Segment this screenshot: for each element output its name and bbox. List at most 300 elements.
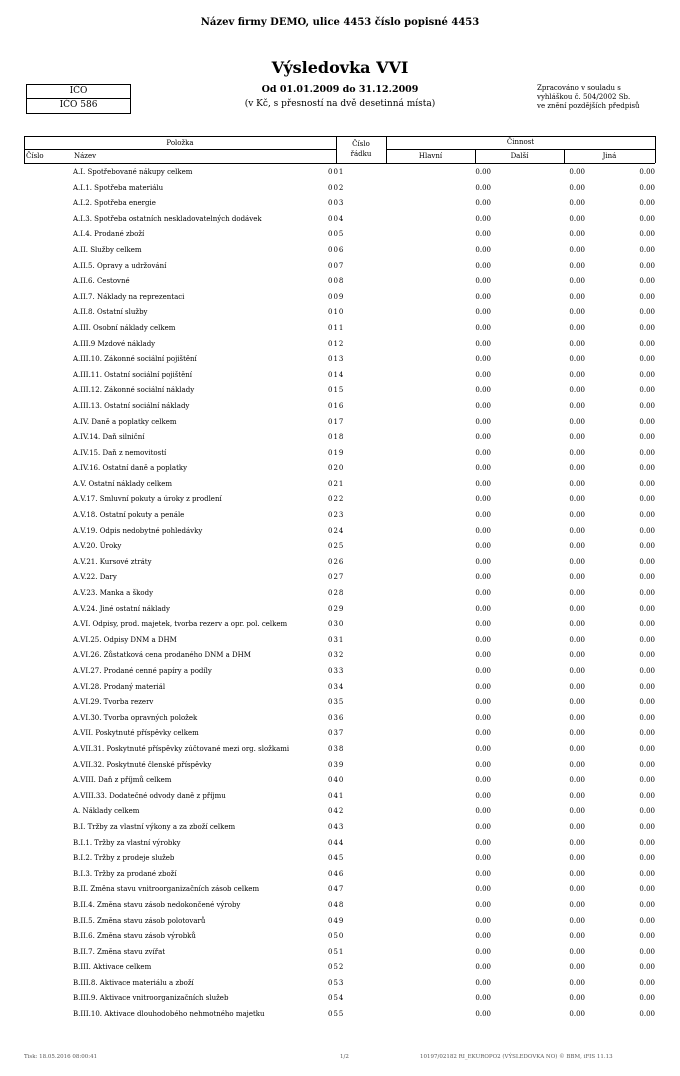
table-row (24, 991, 664, 1007)
row-name: A.VI. Odpisy, prod. majetek, tvorba rezerv a opr. pol. celkem (73, 620, 288, 629)
value-jina: 0.00 (639, 511, 655, 520)
row-number: 048 (328, 900, 345, 909)
row-number: 019 (328, 448, 345, 457)
value-jina: 0.00 (639, 495, 655, 504)
value-hlavni: 0.00 (475, 682, 491, 691)
value-dalsi: 0.00 (569, 308, 585, 317)
value-jina: 0.00 (639, 869, 655, 878)
table-row (24, 836, 664, 852)
table-row (24, 274, 664, 290)
row-name: A.VIII.33. Dodatečné odvody daně z příjmu (73, 791, 226, 800)
value-dalsi: 0.00 (569, 168, 585, 176)
row-number: 006 (328, 245, 345, 254)
row-name: A.V.17. Smluvní pokuty a úroky z prodlení (73, 495, 222, 504)
row-name: A.I.4. Prodané zboží (73, 230, 145, 239)
value-jina: 0.00 (639, 355, 655, 364)
value-dalsi: 0.00 (569, 323, 585, 332)
value-hlavni: 0.00 (475, 620, 491, 629)
row-name: B.III.9. Aktivace vnitroorganizačních služeb (73, 994, 229, 1003)
value-jina: 0.00 (639, 308, 655, 317)
value-dalsi: 0.00 (569, 994, 585, 1003)
table-row (24, 508, 664, 524)
row-number: 043 (328, 822, 345, 831)
value-jina: 0.00 (639, 978, 655, 987)
value-jina: 0.00 (639, 822, 655, 831)
value-hlavni: 0.00 (475, 511, 491, 520)
value-dalsi: 0.00 (569, 713, 585, 722)
value-hlavni: 0.00 (475, 604, 491, 613)
value-jina: 0.00 (639, 807, 655, 816)
value-hlavni: 0.00 (475, 854, 491, 863)
table-row (24, 259, 664, 275)
company-header: Název firmy DEMO, ulice 4453 číslo popisné 4453 (200, 17, 480, 28)
value-hlavni: 0.00 (475, 433, 491, 442)
row-number: 034 (328, 682, 345, 691)
table-row (24, 773, 664, 789)
value-dalsi: 0.00 (569, 448, 585, 457)
value-dalsi: 0.00 (569, 277, 585, 286)
value-dalsi: 0.00 (569, 682, 585, 691)
row-number: 049 (328, 916, 345, 925)
row-number: 007 (328, 261, 345, 270)
row-name: B.I.3. Tržby za prodané zboží (73, 869, 177, 878)
value-jina: 0.00 (639, 776, 655, 785)
row-number: 038 (328, 744, 345, 753)
value-hlavni: 0.00 (475, 199, 491, 208)
value-dalsi: 0.00 (569, 869, 585, 878)
value-dalsi: 0.00 (569, 760, 585, 769)
row-number: 014 (328, 370, 345, 379)
value-hlavni: 0.00 (475, 760, 491, 769)
row-name: A.I.2. Spotřeba energie (73, 199, 156, 208)
row-number: 008 (328, 277, 345, 286)
row-name: B.I.1. Tržby za vlastní výrobky (73, 838, 181, 847)
row-number: 015 (328, 386, 345, 395)
value-hlavni: 0.00 (475, 370, 491, 379)
value-hlavni: 0.00 (475, 667, 491, 675)
col-cislo-radku: řádku (350, 150, 372, 158)
row-number: 023 (328, 511, 345, 520)
row-name: A.III.12. Zákonné sociální náklady (73, 386, 195, 395)
value-jina: 0.00 (639, 932, 655, 941)
value-hlavni: 0.00 (475, 323, 491, 332)
value-jina: 0.00 (639, 386, 655, 395)
row-number: 013 (328, 355, 345, 364)
value-hlavni: 0.00 (475, 589, 491, 598)
value-jina: 0.00 (639, 323, 655, 332)
row-number: 051 (328, 947, 345, 956)
row-name: A.III.9 Mzdové náklady (73, 339, 156, 348)
table-row (24, 586, 664, 602)
value-jina: 0.00 (639, 620, 655, 629)
table-header (24, 136, 655, 163)
row-name: A.V.20. Úroky (73, 542, 122, 551)
note-line: vyhláškou č. 504/2002 Sb. (537, 93, 631, 101)
row-number: 009 (328, 292, 345, 301)
col-jina: Jiná (602, 152, 617, 160)
row-number: 018 (328, 433, 345, 442)
row-number: 050 (328, 932, 345, 941)
value-dalsi: 0.00 (569, 744, 585, 753)
value-jina: 0.00 (639, 168, 655, 176)
value-jina: 0.00 (639, 261, 655, 270)
row-number: 036 (328, 713, 345, 722)
value-hlavni: 0.00 (475, 807, 491, 816)
print-timestamp: Tisk: 18.05.2016 08:00:41 (24, 1054, 98, 1060)
value-dalsi: 0.00 (569, 978, 585, 987)
value-dalsi: 0.00 (569, 339, 585, 348)
table-row (24, 789, 664, 805)
table-row (24, 290, 664, 306)
row-name: A.VI.25. Odpisy DNM a DHM (73, 635, 177, 644)
table-row (24, 305, 664, 321)
table-row (24, 555, 664, 571)
value-hlavni: 0.00 (475, 900, 491, 909)
value-dalsi: 0.00 (569, 261, 585, 270)
value-jina: 0.00 (639, 698, 655, 707)
value-dalsi: 0.00 (569, 1010, 585, 1019)
row-number: 029 (328, 604, 345, 613)
table-row (24, 337, 664, 353)
row-number: 012 (328, 339, 345, 348)
row-number: 021 (328, 479, 345, 488)
value-dalsi: 0.00 (569, 807, 585, 816)
row-number: 037 (328, 729, 345, 738)
value-hlavni: 0.00 (475, 729, 491, 738)
value-hlavni: 0.00 (475, 292, 491, 301)
row-number: 044 (328, 838, 345, 847)
value-jina: 0.00 (639, 573, 655, 582)
value-jina: 0.00 (639, 885, 655, 894)
row-name: A.V.21. Kursové ztráty (73, 557, 152, 566)
value-hlavni: 0.00 (475, 947, 491, 956)
value-hlavni: 0.00 (475, 713, 491, 722)
row-number: 039 (328, 760, 345, 769)
value-hlavni: 0.00 (475, 479, 491, 488)
value-hlavni: 0.00 (475, 464, 491, 473)
value-jina: 0.00 (639, 230, 655, 239)
value-jina: 0.00 (639, 729, 655, 738)
value-dalsi: 0.00 (569, 667, 585, 675)
value-dalsi: 0.00 (569, 885, 585, 894)
value-hlavni: 0.00 (475, 386, 491, 395)
row-name: A. Náklady celkem (73, 807, 140, 816)
value-hlavni: 0.00 (475, 698, 491, 707)
value-dalsi: 0.00 (569, 698, 585, 707)
value-dalsi: 0.00 (569, 620, 585, 629)
row-number: 027 (328, 573, 345, 582)
row-number: 035 (328, 698, 345, 707)
value-dalsi: 0.00 (569, 822, 585, 831)
row-name: B.II.6. Změna stavu zásob výrobků (73, 932, 196, 941)
table-row (24, 711, 664, 727)
table-row (24, 446, 664, 462)
value-hlavni: 0.00 (475, 916, 491, 925)
value-hlavni: 0.00 (475, 822, 491, 831)
value-jina: 0.00 (639, 401, 655, 410)
table-row (24, 415, 664, 431)
table-row (24, 227, 664, 243)
value-hlavni: 0.00 (475, 869, 491, 878)
value-hlavni: 0.00 (475, 339, 491, 348)
value-jina: 0.00 (639, 604, 655, 613)
value-dalsi: 0.00 (569, 355, 585, 364)
row-number: 016 (328, 401, 345, 410)
value-jina: 0.00 (639, 900, 655, 909)
col-polozka: Položka (166, 139, 194, 147)
table-row (24, 368, 664, 384)
report-period: Od 01.01.2009 do 31.12.2009 (261, 84, 419, 95)
value-dalsi: 0.00 (569, 854, 585, 863)
row-number: 003 (328, 199, 345, 208)
value-hlavni: 0.00 (475, 542, 491, 551)
row-name: A.III.10. Zákonné sociální pojištění (73, 355, 197, 364)
row-name: A.VIII. Daň z příjmů celkem (73, 776, 172, 785)
value-jina: 0.00 (639, 479, 655, 488)
row-number: 024 (328, 526, 345, 535)
value-hlavni: 0.00 (475, 526, 491, 535)
value-jina: 0.00 (639, 542, 655, 551)
row-number: 052 (328, 963, 345, 972)
value-dalsi: 0.00 (569, 479, 585, 488)
table-row (24, 648, 664, 664)
value-dalsi: 0.00 (569, 838, 585, 847)
report-title: Výsledovka VVI (271, 58, 409, 77)
row-number: 001 (328, 168, 345, 176)
row-name: B.III. Aktivace celkem (73, 963, 152, 972)
row-number: 004 (328, 214, 345, 223)
value-jina: 0.00 (639, 635, 655, 644)
row-number: 033 (328, 667, 345, 675)
row-number: 010 (328, 308, 345, 317)
table-row (24, 461, 664, 477)
table-row (24, 976, 664, 992)
row-name: A.V.18. Ostatní pokuty a penále (73, 511, 185, 520)
ico-label: IČO (69, 86, 88, 96)
table-row (24, 1007, 664, 1023)
row-number: 053 (328, 978, 345, 987)
value-jina: 0.00 (639, 854, 655, 863)
table-row (24, 695, 664, 711)
row-number: 045 (328, 854, 345, 863)
table-row (24, 742, 664, 758)
value-hlavni: 0.00 (475, 277, 491, 286)
precision-note: (v Kč, s přesností na dvě desetinná místa) (244, 99, 436, 109)
value-dalsi: 0.00 (569, 511, 585, 520)
value-jina: 0.00 (639, 245, 655, 254)
table-row (24, 914, 664, 930)
value-dalsi: 0.00 (569, 245, 585, 254)
col-cislo-radku: Číslo (352, 140, 370, 148)
table-row (24, 383, 664, 399)
value-dalsi: 0.00 (569, 963, 585, 972)
software-info: 10197/02182 RI_EKUROPO2 (VÝSLEDOVKA NO) © BBM, iFIS 11.13 (420, 1054, 613, 1060)
row-name: A.I.3. Spotřeba ostatních neskladovatelných dodávek (73, 214, 262, 223)
value-hlavni: 0.00 (475, 994, 491, 1003)
value-dalsi: 0.00 (569, 214, 585, 223)
value-jina: 0.00 (639, 464, 655, 473)
row-name: A.II.8. Ostatní služby (73, 308, 148, 317)
value-hlavni: 0.00 (475, 791, 491, 800)
table-row (24, 243, 664, 259)
value-jina: 0.00 (639, 744, 655, 753)
row-name: A.III. Osobní náklady celkem (73, 323, 176, 332)
row-number: 020 (328, 464, 345, 473)
row-name: A.VII.32. Poskytnuté členské příspěvky (73, 760, 212, 769)
row-name: B.II.5. Změna stavu zásob polotovarů (73, 916, 206, 925)
table-row (24, 617, 664, 633)
value-hlavni: 0.00 (475, 978, 491, 987)
value-dalsi: 0.00 (569, 526, 585, 535)
row-name: A.II.7. Náklady na reprezentaci (73, 292, 185, 301)
row-name: A.II.6. Cestovné (73, 277, 130, 286)
table-row (24, 758, 664, 774)
value-jina: 0.00 (639, 448, 655, 457)
row-name: B.III.10. Aktivace dlouhodobého nehmotného majetku (73, 1010, 265, 1019)
col-dalsi: Další (510, 152, 529, 160)
legal-note (537, 84, 677, 111)
value-jina: 0.00 (639, 277, 655, 286)
value-hlavni: 0.00 (475, 1010, 491, 1019)
value-jina: 0.00 (639, 433, 655, 442)
row-name: A.IV. Daně a poplatky celkem (73, 417, 177, 426)
value-dalsi: 0.00 (569, 791, 585, 800)
note-line: Zpracováno v souladu s (537, 84, 621, 92)
value-jina: 0.00 (639, 838, 655, 847)
value-jina: 0.00 (639, 667, 655, 675)
row-name: A.VI.29. Tvorba rezerv (73, 698, 154, 707)
value-dalsi: 0.00 (569, 433, 585, 442)
table-row (24, 399, 664, 415)
row-number: 032 (328, 651, 345, 660)
value-hlavni: 0.00 (475, 932, 491, 941)
table-row (24, 804, 664, 820)
row-number: 017 (328, 417, 345, 426)
value-hlavni: 0.00 (475, 168, 491, 176)
value-dalsi: 0.00 (569, 230, 585, 239)
value-jina: 0.00 (639, 589, 655, 598)
row-number: 054 (328, 994, 345, 1003)
row-name: A.V.19. Odpis nedobytné pohledávky (73, 526, 203, 535)
value-dalsi: 0.00 (569, 417, 585, 426)
value-jina: 0.00 (639, 526, 655, 535)
value-dalsi: 0.00 (569, 199, 585, 208)
value-hlavni: 0.00 (475, 183, 491, 192)
table-row (24, 539, 664, 555)
table-row (24, 212, 664, 228)
table-row (24, 820, 664, 836)
ico-box (26, 84, 131, 114)
value-hlavni: 0.00 (475, 417, 491, 426)
value-hlavni: 0.00 (475, 230, 491, 239)
value-dalsi: 0.00 (569, 916, 585, 925)
row-name: A.V.24. Jiné ostatní náklady (73, 604, 170, 613)
row-number: 055 (328, 1010, 345, 1019)
value-dalsi: 0.00 (569, 464, 585, 473)
row-name: A.IV.14. Daň silniční (73, 433, 145, 442)
table-row (24, 867, 664, 883)
value-hlavni: 0.00 (475, 885, 491, 894)
table-row (24, 960, 664, 976)
row-name: A.VI.30. Tvorba opravných položek (73, 713, 198, 722)
table-row (24, 492, 664, 508)
value-dalsi: 0.00 (569, 495, 585, 504)
value-hlavni: 0.00 (475, 635, 491, 644)
row-number: 030 (328, 620, 345, 629)
value-jina: 0.00 (639, 682, 655, 691)
row-name: A.III.11. Ostatní sociální pojištění (73, 370, 193, 379)
value-hlavni: 0.00 (475, 355, 491, 364)
row-number: 031 (328, 635, 345, 644)
value-dalsi: 0.00 (569, 932, 585, 941)
row-number: 040 (328, 776, 345, 785)
row-name: A.IV.16. Ostatní daně a poplatky (73, 464, 188, 473)
value-jina: 0.00 (639, 791, 655, 800)
value-hlavni: 0.00 (475, 963, 491, 972)
value-dalsi: 0.00 (569, 292, 585, 301)
table-row (24, 165, 664, 181)
row-name: A.I.1. Spotřeba materiálu (73, 183, 164, 192)
table-row (24, 680, 664, 696)
row-name: B.II.7. Změna stavu zvířat (73, 947, 166, 956)
value-jina: 0.00 (639, 963, 655, 972)
table-row (24, 196, 664, 212)
table-row (24, 851, 664, 867)
value-jina: 0.00 (639, 339, 655, 348)
table-row (24, 882, 664, 898)
table-row (24, 945, 664, 961)
table-row (24, 352, 664, 368)
table-row (24, 929, 664, 945)
row-name: A.VII. Poskytnuté příspěvky celkem (73, 729, 199, 738)
table-row (24, 664, 664, 680)
row-name: B.II. Změna stavu vnitroorganizačních zásob celkem (73, 885, 260, 894)
table-row (24, 726, 664, 742)
value-hlavni: 0.00 (475, 495, 491, 504)
row-number: 041 (328, 791, 345, 800)
row-name: B.III.8. Aktivace materiálu a zboží (73, 978, 194, 987)
value-dalsi: 0.00 (569, 386, 585, 395)
row-number: 022 (328, 495, 345, 504)
value-jina: 0.00 (639, 916, 655, 925)
value-jina: 0.00 (639, 651, 655, 660)
value-dalsi: 0.00 (569, 635, 585, 644)
row-name: A.V.22. Dary (73, 573, 117, 582)
col-cislo: Číslo (26, 152, 44, 160)
row-name: B.I.2. Tržby z prodeje služeb (73, 854, 175, 863)
value-hlavni: 0.00 (475, 448, 491, 457)
value-dalsi: 0.00 (569, 776, 585, 785)
col-hlavni: Hlavní (418, 152, 443, 160)
value-dalsi: 0.00 (569, 651, 585, 660)
row-number: 002 (328, 183, 345, 192)
row-name: A.VII.31. Poskytnuté příspěvky zúčtované mezi org. složkami (73, 744, 290, 753)
row-number: 042 (328, 807, 345, 816)
table-row (24, 477, 664, 493)
value-dalsi: 0.00 (569, 542, 585, 551)
value-hlavni: 0.00 (475, 651, 491, 660)
value-hlavni: 0.00 (475, 401, 491, 410)
value-dalsi: 0.00 (569, 900, 585, 909)
value-dalsi: 0.00 (569, 557, 585, 566)
row-name: A.V.23. Manka a škody (73, 589, 154, 598)
value-jina: 0.00 (639, 183, 655, 192)
row-name: A.II. Služby celkem (73, 245, 142, 254)
value-jina: 0.00 (639, 292, 655, 301)
table-row (24, 898, 664, 914)
value-jina: 0.00 (639, 417, 655, 426)
value-jina: 0.00 (639, 760, 655, 769)
